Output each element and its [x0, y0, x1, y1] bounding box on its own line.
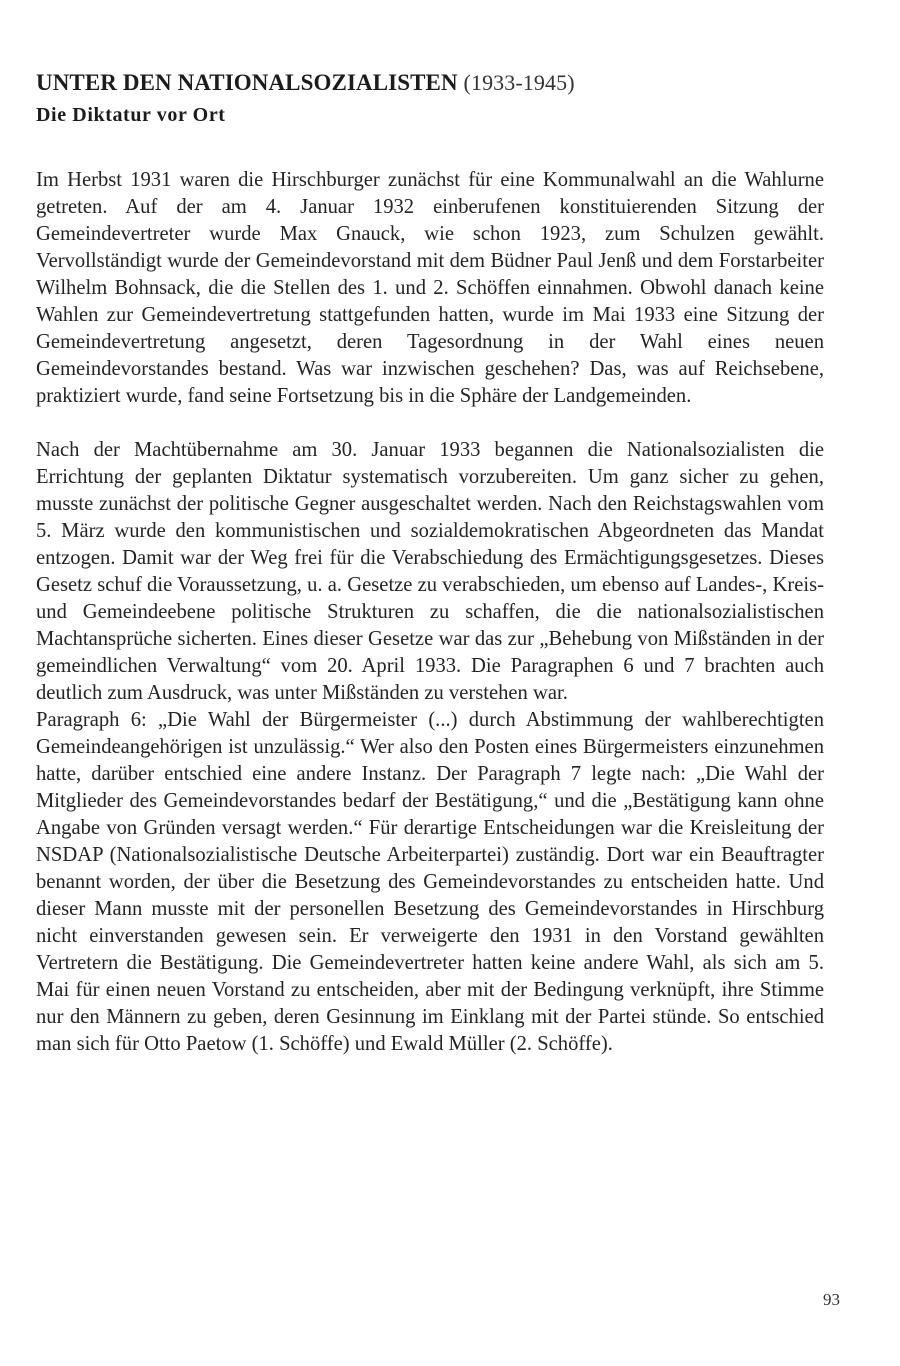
body-paragraph: Paragraph 6: „Die Wahl der Bürgermeister (...) durch Abstimmung der wahlberechtigten Gemeindeangehörigen ist unzulässig.“ Wer also den Posten eines Bürgermeisters einzunehmen hatte, darüber entschied eine andere Instanz. Der Paragraph 7 legte nach: „Die Wahl der Mitglieder des Gemeindevorstandes bedarf der Bestätigung,“ und die „Bestätigung kann ohne Angabe von Gründen versagt werden.“ Für derartige Entscheidungen war die Kreisleitung der NSDAP (Nationalsozialistische Deutsche Arbeiterpartei) zuständig. Dort war ein Beauftragter benannt worden, der über die Besetzung des Gemeindevorstandes zu entscheiden hatte. Und dieser Mann musste mit der personellen Besetzung des Gemeindevorstandes in Hirschburg nicht einverstanden gewesen sein. Er verweigerte den 1931 in den Vorstand gewählten Vertretern die Bestätigung. Die Gemeindevertreter hatten keine andere Wahl, als sich am 5. Mai für einen neuen Vorstand zu entscheiden, aber mit der Bedingung verknüpft, ihre Stimme nur den Männern zu geben, deren Gesinnung im Einklang mit der Partei stünde. So entschied man sich für Otto Paetow (1. Schöffe) und Ewald Müller (2. Schöffe). [36, 709, 824, 1055]
section-heading: Die Diktatur vor Ort [36, 104, 226, 126]
chapter-title: UNTER DEN NATIONALSOZIALISTEN [36, 70, 458, 95]
body-paragraph: Nach der Machtübernahme am 30. Januar 1933 begannen die Nationalsozialisten die Errichtung der geplanten Diktatur systematisch vorzubereiten. Um ganz sicher zu gehen, musste zunächst der politische Gegner ausgeschaltet werden. Nach den Reichstagswahlen vom 5. März wurde den kommunistischen und sozialdemokratischen Abgeordneten das Mandat entzogen. Damit war der Weg frei für die Verabschiedung des Ermächtigungsgesetzes. Dieses Gesetz schuf die Voraussetzung, u. a. Gesetze zu verabschieden, um ebenso auf Landes-, Kreis- und Gemeindeebene politische Strukturen zu schaffen, die die nationalsozialistischen Machtansprüche sicherten. Eines dieser Gesetze war das zur „Behebung von Mißständen in der gemeindlichen Verwaltung“ vom 20. April 1933. Die Paragraphen 6 und 7 brachten auch deutlich zum Ausdruck, was unter Mißständen zu verstehen war. [36, 439, 824, 704]
chapter-years: (1933-1945) [463, 70, 575, 95]
page-number: 93 [823, 1290, 840, 1309]
chapter-heading [36, 66, 824, 100]
body-paragraph: Im Herbst 1931 waren die Hirschburger zunächst für eine Kommunalwahl an die Wahlurne getreten. Auf der am 4. Januar 1932 einberufenen konstituierenden Sitzung der Gemeindevertreter wurde Max Gnauck, wie schon 1923, zum Schulzen gewählt. Vervollständigt wurde der Gemeindevorstand mit dem Büdner Paul Jenß und dem Forstarbeiter Wilhelm Bohnsack, die die Stellen des 1. und 2. Schöffen einnahmen. Obwohl danach keine Wahlen zur Gemeindevertretung stattgefunden hatten, wurde im Mai 1933 eine Sitzung der Gemeindevertretung angesetzt, deren Tagesordnung in der Wahl eines neuen Gemeindevorstandes bestand. Was war inzwischen geschehen? Das, was auf Reichsebene, praktiziert wurde, fand seine Fortsetzung bis in die Sphäre der Landgemeinden. [36, 169, 824, 407]
book-page [36, 66, 824, 1058]
